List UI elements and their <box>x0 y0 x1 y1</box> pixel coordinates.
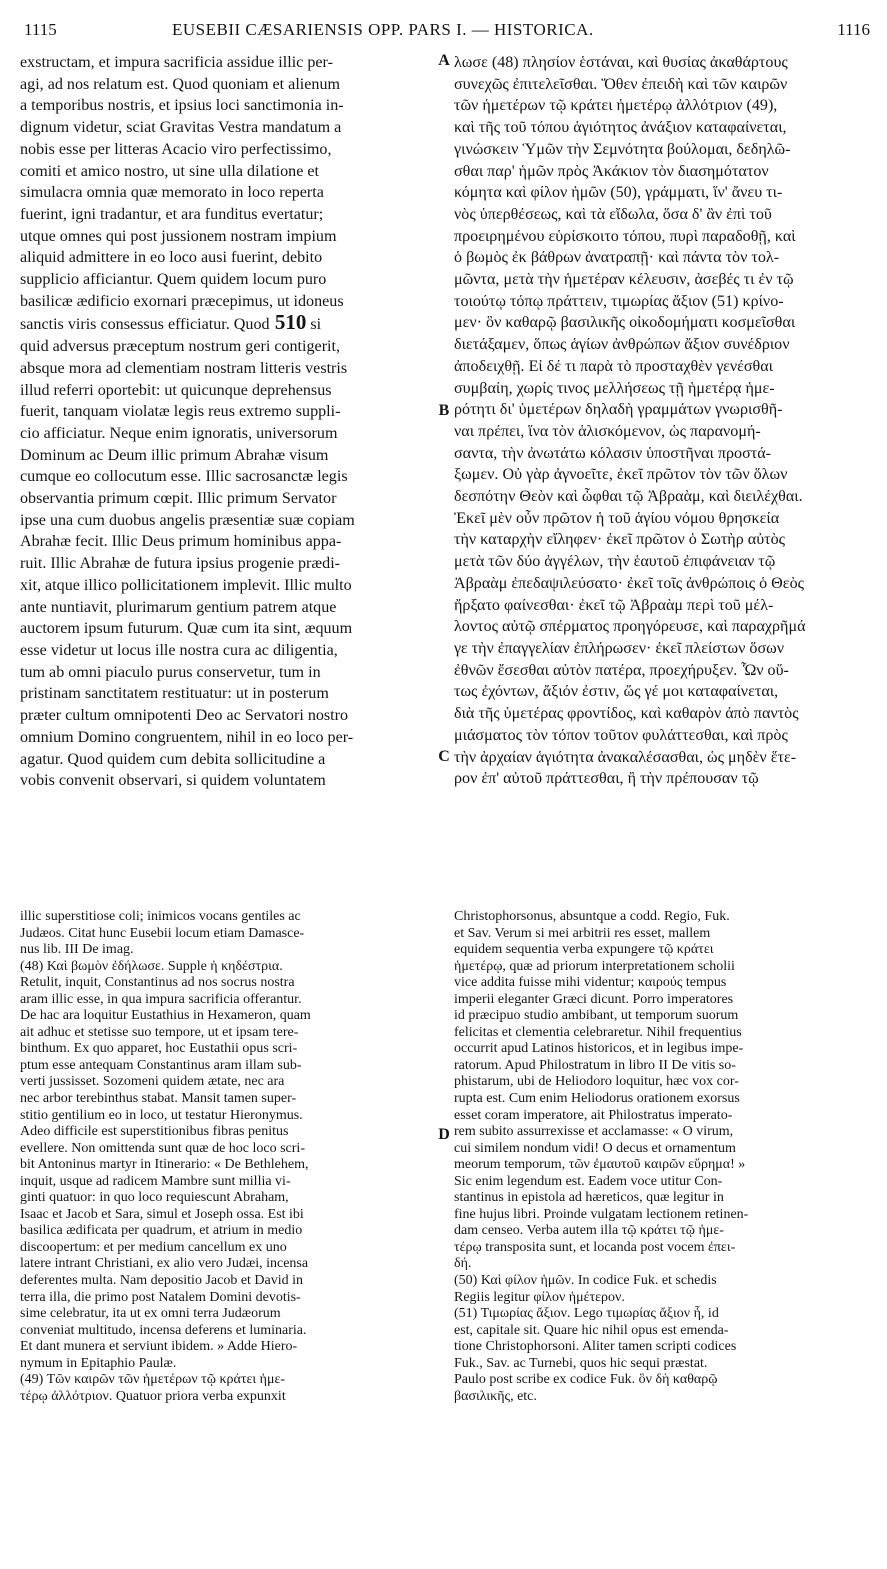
footnote-line: Fuk., Sav. ac Turnebi, quos hic sequi præstat. <box>454 1355 708 1371</box>
latin-text-line: quid adversus præceptum nostrum geri contigerit, <box>20 338 341 356</box>
latin-text-line: fuerit, tanquam violatæ legis reus extremo suppli- <box>20 403 341 421</box>
footnote-line: stantinus in epistola ad hæreticos, quæ legitur in <box>454 1190 724 1206</box>
column-number-suffix: si <box>306 316 322 334</box>
latin-text-line: dignum videtur, sciat Gravitas Vestra mandatum a <box>20 119 342 137</box>
greek-text-line: σθαι παρ' ἡμῶν πρὸς Ἀκάκιον τὸν διασημότατον <box>454 162 769 180</box>
latin-text-line: ruit. Illic Abrahæ de futura ipsius progenie prædi- <box>20 555 341 573</box>
footnote-line: rem subito assurrexisse et acclamasse: « O virum, <box>454 1124 734 1140</box>
greek-text-line: Ἐκεῖ μὲν οὖν πρῶτον ἡ τοῦ ἁγίου νόμου θρησκεία <box>454 509 780 527</box>
footnote-line: ait adhuc et stetisse suo tempore, ut et ipsam tere- <box>20 1024 299 1040</box>
greek-text-line: ἐθνῶν ἔσεσθαι αὐτὸν πατέρα, προεχήρυξεν. Ὧν οὕ- <box>454 661 789 679</box>
greek-text-line: ρότητι δι' ὑμετέρων δηλαδὴ γραμμάτων γνωρισθῆ- <box>454 401 783 419</box>
latin-text-line: Dominum ac Deum illic primum Abrahæ visum <box>20 446 329 464</box>
latin-text-line: omnium Domino congruentem, nihil in eo loco per- <box>20 728 354 746</box>
latin-text-line: comiti et amico nostro, ut sine ulla dilatione et <box>20 162 320 180</box>
footnote-line: (48) Καὶ βωμὸν ἐδήλωσε. Supple ἡ κηδέστρια. <box>20 958 283 974</box>
latin-text-line: cumque eo collocutum esse. Illic sacrosanctæ legis <box>20 468 348 486</box>
footnote-line: fine hujus libri. Proinde vulgatam lectionem retinen- <box>454 1206 749 1222</box>
greek-text-line: ρον ἐπ' αὐτοῦ πράττεσθαι, ἢ τὴν πρέπουσαν τῷ <box>454 770 759 788</box>
footnote-line: nec arbor terebinthus stabat. Mansit tamen super- <box>20 1091 297 1107</box>
column-number: 510 <box>269 312 307 335</box>
greek-text-line: προειρημένου εὑρίσκοιτο τόπου, πυρὶ παραδοθῇ, καὶ <box>454 227 796 245</box>
greek-text-line: Ἀβραὰμ ἐπεδαψιλεύσατο· ἐκεῖ τοῖς ἀνθρώποις ὁ Θεὸς <box>454 574 804 592</box>
footnote-line: discoopertum: et per medium cancellum ex uno <box>20 1239 287 1255</box>
greek-text-line: τῶν ἡμετέρων τῷ κράτει ἡμετέρῳ ἀλλότριον (49), <box>454 97 778 115</box>
latin-text-line: aliquid admittere in eo loco ausi fuerint, debito <box>20 249 323 267</box>
footnote-line: ἡμετέρῳ, quæ ad priorum interpretationem scholii <box>454 958 735 974</box>
latin-text-line: præter cultum omnipotenti Deo ac Servatori nostro <box>20 707 349 725</box>
greek-text-line: ἀποδειχθῇ. Εἰ δέ τι παρὰ τὸ προσταχθὲν γενέσθαι <box>454 357 774 375</box>
footnote-line: terra illa, die primo post Natalem Domini devotis- <box>20 1289 301 1305</box>
greek-text-line: τὴν ἀρχαίαν ἁγιότητα ἀνακαλέσασθαι, ὡς μηδὲν ἕτε- <box>454 748 797 766</box>
footnote-line: Judæos. Citat hunc Eusebii locum etiam Damasce- <box>20 925 305 941</box>
footnote-line: nymum in Epitaphio Paulæ. <box>20 1355 177 1371</box>
footnote-line: dam censeo. Verba autem illa τῷ κράτει τῷ ἡμε- <box>454 1223 724 1239</box>
footnote-line: Isaac et Jacob et Sara, simul et Joseph ossa. Est ibi <box>20 1206 304 1222</box>
greek-text-line: τως ἐχόντων, ἄξιόν ἐστιν, ὥς γέ μοι καταφαίνεται, <box>454 683 779 701</box>
greek-text-line: συμβαίη, χωρίς τινος μελλήσεως τῇ ἡμετέρᾳ ἡμε- <box>454 379 775 397</box>
latin-text-line: vobis convenit observari, si quidem voluntatem <box>20 772 326 790</box>
greek-text-line: τοιούτῳ τόπῳ πράττειν, τιμωρίας ἄξιον (51) κρίνο- <box>454 292 784 310</box>
greek-text-line: ξωμεν. Οὐ γὰρ ἀγνοεῖτε, ἐκεῖ πρῶτον τὸν τῶν ὅλων <box>454 466 788 484</box>
footnote-line: cui similem nondum vidi! O decus et ornamentum <box>454 1140 736 1156</box>
footnote-line: latere intrant Christiani, ex alio vero Judæi, incensa <box>20 1256 309 1272</box>
running-title: EUSEBII CÆSARIENSIS OPP. PARS I. — HISTORICA. <box>172 20 594 39</box>
latin-text-line: tum ab omni piaculo purus conservetur, tum in <box>20 663 321 681</box>
greek-text-line: μεν· ὃν καθαρῷ βασιλικῆς οἰκοδομήματι κοσμεῖσθαι <box>454 314 796 332</box>
latin-text-line: agatur. Quod quidem cum debita sollicitudine a <box>20 750 326 768</box>
footnote-line: imperii eleganter Græci dicunt. Porro imperatores <box>454 991 734 1007</box>
greek-text-line: ναι πρέπει, ἵνα τὸν ἁλισκόμενον, ὡς παρανομή- <box>454 422 761 440</box>
footnote-line: sime celebratur, ita ut ex omni terra Judæorum <box>20 1306 281 1322</box>
latin-text-line: nobis esse per litteras Acacio viro perfectissimo, <box>20 140 332 158</box>
latin-text-column <box>20 52 436 792</box>
footnote-line: (51) Τιμωρίας ἄξιον. Lego τιμωρίας ἄξιον ἦ, id <box>454 1306 719 1322</box>
greek-text-line: λωσε (48) πλησίον ἑστάναι, καὶ θυσίας ἀκαθάρτους <box>454 54 788 71</box>
footnotes-left-column <box>20 909 438 1405</box>
latin-text-line: Abrahæ fecit. Illic Deus primum hominibus appa- <box>20 533 342 551</box>
footnote-line: id præcipuo studio ambibant, ut temporum suorum <box>454 1008 739 1024</box>
footnote-line: De hac ara loquitur Eustathius in Hexameron, quam <box>20 1008 311 1024</box>
greek-text-line: διετάξαμεν, ὅπως ἁγίων ἀνθρώπων ἄξιον συνέδριον <box>454 336 790 354</box>
section-marker-c: C <box>438 748 450 765</box>
latin-text-line: ipse una cum duobus angelis præsentiæ suæ copiam <box>20 511 355 529</box>
latin-text-line: auctorem ipsum futurum. Quæ cum ita sint, æquum <box>20 620 353 638</box>
greek-text-line: δεσπότην Θεὸν καὶ ὦφθαι τῷ Ἀβραὰμ, καὶ διειλέχθαι. <box>454 488 803 506</box>
latin-text-line: observantia primum cœpit. Illic primum Servator <box>20 490 337 508</box>
greek-text-line: γινώσκειν Ὑμῶν τὴν Σεμνότητα βούλομαι, δεδηλῶ- <box>454 140 791 158</box>
footnote-line: felicitas et clementia celebraretur. Nihil frequentius <box>454 1024 742 1040</box>
footnote-line: equidem sequentia verba expungere τῷ κράτει <box>454 942 714 958</box>
latin-text-line: agi, ad nos relatum est. Quod quoniam et alienum <box>20 75 341 93</box>
latin-text-line: esse videtur ut locus ille nostra cura ac diligentia, <box>20 641 338 659</box>
latin-text-line: fuerint, igni tradantur, et ara funditus evertatur; <box>20 205 324 223</box>
footnote-line: δή. <box>454 1256 472 1272</box>
footnote-line: verti jussisset. Sozomeni quidem ætate, nec ara <box>20 1074 285 1090</box>
footnote-line: tione Christophorsoni. Aliter tamen scripti codices <box>454 1339 737 1355</box>
latin-text-line: sanctis viris consessus efficiatur. Quod 510 si <box>20 312 322 335</box>
greek-text-column <box>454 52 870 790</box>
footnote-line: evellere. Non omittenda sunt quæ de hoc loco scri- <box>20 1140 305 1156</box>
footnote-line: ptum esse antequam Constantinus aram illam sub- <box>20 1057 302 1073</box>
latin-text-line: absque mora ad clementiam nostram litteris vestris <box>20 359 348 377</box>
latin-text-line: exstructam, et impura sacrificia assidue illic per- <box>20 54 333 71</box>
footnote-line: ginti quatuor: in quo loco requiescunt Abraham, <box>20 1190 289 1206</box>
footnote-line: (50) Καὶ φίλον ἡμῶν. In codice Fuk. et schedis <box>454 1273 717 1289</box>
footnote-line: illic superstitiose coli; inimicos vocans gentiles ac <box>20 909 301 924</box>
footnote-line: occurrit apud Latinos historicos, et in legibus impe- <box>454 1041 744 1057</box>
footnote-line: phistarum, ubi de Heliodoro loquitur, hæc vox cor- <box>454 1074 739 1090</box>
footnote-line: nus lib. III De imag. <box>20 942 134 958</box>
footnote-line: Adeo difficile est superstitionibus fibras penitus <box>20 1124 289 1140</box>
greek-text-line: τὴν καταρχὴν εἴληφεν· ἐκεῖ πρῶτον ὁ Σωτὴρ αὐτὸς <box>454 531 786 549</box>
latin-text-line: cio afficiatur. Neque enim ignoratis, universorum <box>20 424 338 442</box>
latin-text-line: basilicæ ædificio exornari præcepimus, ut idoneus <box>20 292 344 310</box>
footnote-line: deferentes multa. Nam depositio Jacob et David in <box>20 1273 304 1289</box>
footnote-line: Sic enim legendum est. Eadem voce utitur Con- <box>454 1173 723 1189</box>
page-number-right: 1116 <box>837 20 870 39</box>
footnote-line: τέρῳ transposita sunt, et locanda post vocem ἐπει- <box>454 1239 736 1255</box>
greek-text-line: λοντος αὐτῷ σπέρματος προηγόρευσε, καὶ παραχρῆμά <box>454 618 806 636</box>
latin-text-line: pristinam sanctitatem restituatur: ut in posterum <box>20 685 329 703</box>
footnote-line: est, capitale sit. Quare hic nihil opus est emenda- <box>454 1322 729 1338</box>
section-marker-a: A <box>438 52 450 69</box>
footnote-line: Christophorsonus, absuntque a codd. Regio, Fuk. <box>454 909 730 924</box>
greek-text-line: καὶ τῆς τοῦ τόπου ἁγιότητος ἀνάξιον καταφαίνεται, <box>454 119 787 137</box>
latin-text-line: xit, atque illico pollicitationem implevit. Illic multo <box>20 576 352 594</box>
footnote-line: meorum temporum, τῶν ἐμαυτοῦ καιρῶν εὕρημα! » <box>454 1157 746 1173</box>
greek-text-line: μῶντα, μετὰ τὴν ἡμετέραν κέλευσιν, ἀσεβές τι ἐν τῷ <box>454 271 794 289</box>
footnote-line: basilica ædificata per quadrum, et atrium in medio <box>20 1223 303 1239</box>
section-marker-d: D <box>438 1126 450 1143</box>
latin-text-line: simulacra omnia quæ memorato in loco reperta <box>20 184 324 202</box>
greek-text-line: ἤρξατο φαίνεσθαι· ἐκεῖ τῷ Ἀβραὰμ περὶ τοῦ μέλ- <box>454 596 774 614</box>
greek-text-line: σαντα, τὴν ἀνωτάτω κόλασιν ὑποστῆναι προστά- <box>454 444 772 462</box>
footnote-line: Paulo post scribe ex codice Fuk. ὃν δὴ καθαρῷ <box>454 1372 718 1388</box>
footnote-line: et Sav. Verum si mei arbitrii res esset, mallem <box>454 925 711 941</box>
latin-text-line: utque omnes qui post jussionem nostram impium <box>20 227 337 245</box>
footnote-line: Retulit, inquit, Constantinus ad nos socrus nostra <box>20 975 295 991</box>
latin-text-line: supplicio afficiantur. Quem quidem locum puro <box>20 271 327 289</box>
greek-text-line: κόμητα καὶ φίλον ἡμῶν (50), γράμματι, ἵν' ἄνευ τι- <box>454 184 783 202</box>
footnote-line: Et dant munera et serviunt ibidem. » Adde Hiero- <box>20 1339 298 1355</box>
latin-text-line: ante nuntiavit, plurimarum gentium patrem atque <box>20 598 337 616</box>
section-marker-b: B <box>438 402 450 419</box>
footnote-line: rupta est. Cum enim Heliodorus orationem exorsus <box>454 1091 740 1107</box>
footnote-line: stitio gentilium eo in loco, ut testatur Hieronymus. <box>20 1107 303 1123</box>
latin-text-line: illud referri oportebit: ut quicunque deprehensus <box>20 381 332 399</box>
greek-text-line: νὸς ὑπερθέσεως, καὶ τὰ εἴδωλα, ὅσα δ' ἂν ἐπὶ τοῦ <box>454 205 772 223</box>
footnote-line: aram illic esse, in qua impura sacrificia offerantur. <box>20 991 302 1007</box>
greek-text-line: ὁ βωμὸς ἐκ βάθρων ἀνατραπῇ· καὶ πάντα τὸν τολ- <box>454 249 780 267</box>
greek-text-line: μετὰ τῶν δύο ἀγγέλων, τὴν ἑαυτοῦ ἐπιφάνειαν τῷ <box>454 553 776 571</box>
footnote-line: ratorum. Apud Philostratum in libro II De vitis so- <box>454 1057 736 1073</box>
footnotes-right-column <box>454 909 872 1405</box>
footnote-line: binthum. Ex quo apparet, hoc Eustathii opus scri- <box>20 1041 298 1057</box>
footnote-line: inquit, usque ad radicem Mambre sunt millia vi- <box>20 1173 291 1189</box>
running-header <box>20 8 870 38</box>
greek-text-line: διὰ τῆς ὑμετέρας φροντίδος, καὶ καθαρὸν ἀπὸ παντὸς <box>454 705 799 723</box>
footnote-line: Regiis legitur φίλον ἡμέτερον. <box>454 1289 625 1305</box>
footnote-line: vice addita fuisse mihi videntur; καιρούς tempus <box>454 975 727 991</box>
page-number-left: 1115 <box>24 20 57 39</box>
footnote-line: (49) Τῶν καιρῶν τῶν ἡμετέρων τῷ κράτει ἡμε- <box>20 1372 286 1388</box>
footnote-line: esset coram imperatore, ait Philostratus imperato- <box>454 1107 733 1123</box>
latin-text-line: a temporibus nostris, et ipsius loci sanctimonia in- <box>20 97 344 115</box>
greek-text-line: γε τὴν ἐπαγγελίαν ἐπλήρωσεν· ἐκεῖ πλείστων ὅσων <box>454 639 784 657</box>
greek-text-line: συνεχῶς ἐπιτελεῖσθαι. Ὅθεν ἐπειδὴ καὶ τῶν καιρῶν <box>454 75 788 93</box>
footnote-line: conveniat multitudo, incensa deferens et luminaria. <box>20 1322 307 1338</box>
footnote-line: bit Antoninus martyr in Itinerario: « De Bethlehem, <box>20 1157 309 1173</box>
footnote-line: τέρῳ ἀλλότριον. Quatuor priora verba expunxit <box>20 1388 286 1404</box>
greek-text-line: μιάσματος τὸν τόπον τοῦτον φυλάττεσθαι, καὶ πρὸς <box>454 726 788 744</box>
footnote-line: βασιλικῆς, etc. <box>454 1388 537 1404</box>
